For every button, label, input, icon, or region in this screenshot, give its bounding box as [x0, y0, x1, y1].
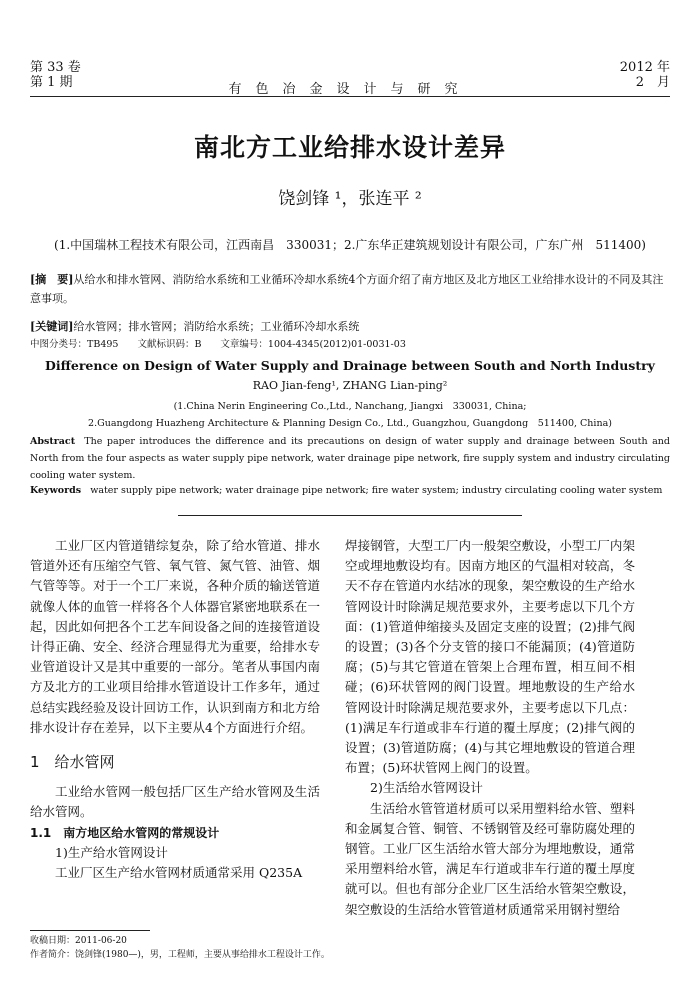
- body-left-column: [30, 536, 320, 883]
- issue: 第 1 期: [30, 75, 73, 90]
- keywords-cn-text: 给水管网；排水管网；消防给水系统；工业循环冷却水系统: [73, 320, 360, 333]
- header-rule: [30, 96, 670, 97]
- footnote-rule: [30, 930, 150, 931]
- paragraph: 工业给水管网一般包括厂区生产给水管网及生活给水管网。: [30, 784, 320, 820]
- body-right-column: [345, 536, 635, 920]
- abstract-cn-label: [摘 要]: [30, 273, 74, 286]
- paragraph: 1)生产给水管网设计: [55, 844, 168, 860]
- volume: 第 33 卷: [30, 60, 81, 75]
- english-abstract: [30, 433, 670, 484]
- english-keywords-label: Keywords: [30, 485, 82, 496]
- paragraph: 焊接钢管，大型工厂内一般架空敷设，小型工厂内架空或埋地敷设均有。因南方地区的气温相对较高，冬天不存在管道内水结冰的现象，架空敷设的生产给水管网设计时除满足规范要求外，主要考虑以下几个方面：(1)管道伸缩接头及固定支座的设置；(2)排气阀的设置；(3)各个分支管的接口不能漏顶；(4)管道防腐；(5)与其它管道在管架上合理布置，相互间不相碰；(6)环状管网的阀门设置。埋地敷设的生产给水管网设计时除满足规范要求外，主要考虑以下几点：(1)满足车行道或非车行道的覆土厚度；(2)排气阀的设置；(3)管道防腐；(4)与其它埋地敷设的管道合理布置；(5)环状管网上阀门的设置。: [345, 538, 635, 776]
- english-abstract-label: Abstract: [30, 436, 76, 447]
- subsection-heading: 1.1 南方地区给水管网的常规设计: [30, 825, 220, 840]
- affiliation: (1.中国瑞林工程技术有限公司，江西南昌 330031；2.广东华正建筑规划设计有限公司，广东广州 511400): [54, 238, 646, 252]
- author-bio: 作者简介：饶剑锋(1980—)，男，工程师，主要从事给排水工程设计工作。: [30, 950, 330, 960]
- section-heading: 1 给水管网: [30, 753, 115, 772]
- english-authors: RAO Jian-feng¹, ZHANG Lian-ping²: [252, 379, 448, 392]
- english-keywords: [30, 485, 670, 496]
- authors: 饶剑锋 ¹，张连平 ²: [278, 189, 422, 209]
- received-date: 收稿日期：2011-06-20: [30, 936, 127, 946]
- classification-codes: 中图分类号：TB495 文献标识码：B 文章编号：1004-4345(2012)01-0031-03: [30, 339, 406, 350]
- abstract-cn-text: 从给水和排水管网、消防给水系统和工业循环冷却水系统4个方面介绍了南方地区及北方地区工业给排水设计的不同及其注意事项。: [30, 273, 664, 305]
- english-affiliation-1: (1.China Nerin Engineering Co.,Ltd., Nanchang, Jiangxi 330031, China;: [173, 401, 527, 412]
- paragraph: 2)生活给水管网设计: [370, 780, 483, 796]
- english-affiliation-2: 2.Guangdong Huazheng Architecture & Planning Design Co., Ltd., Guangzhou, Guangdong 511400, China): [88, 418, 612, 429]
- journal-name: 有色冶金设计与研究: [228, 82, 472, 97]
- footnote: [30, 934, 330, 962]
- section-rule: [178, 515, 522, 516]
- english-keywords-text: water supply pipe network; water drainage pipe network; fire water system; industry circulating cooling water system: [90, 485, 663, 496]
- english-abstract-text: The paper introduces the difference and its precautions on design of water supply and drainage between South and North from the four aspects as water supply pipe network, water drainage pipe network, fire supply system and industry circulating cooling water system.: [30, 436, 670, 481]
- paragraph: 工业厂区内管道错综复杂，除了给水管道、排水管道外还有压缩空气管、氧气管、氮气管、油管、烟气管等等。对于一个工厂来说，各种介质的输送管道就像人体的血管一样将各个人体器官紧密地联系在一起，因此如何把各个工艺车间设备之间的连接管道设计得正确、安全、经济合理显得尤为重要，给排水专业管道设计又是其中重要的一部分。笔者从事国内南方及北方的工业项目给排水管道设计工作多年，通过总结实践经验及设计回访工作，认识到南方和北方给排水设计存在差异，以下主要从4个方面进行介绍。: [30, 538, 320, 735]
- english-title: Difference on Design of Water Supply and Drainage between South and North Industry: [45, 358, 655, 373]
- month: 2 月: [635, 75, 670, 90]
- paragraph: 工业厂区生产给水管网材质通常采用 Q235A: [55, 865, 303, 881]
- paper-title: 南北方工业给排水设计差异: [193, 133, 506, 162]
- abstract-cn: [30, 270, 670, 308]
- year: 2012 年: [619, 60, 670, 75]
- paragraph: 生活给水管管道材质可以采用塑料给水管、塑料和金属复合管、铜管、不锈钢管及经可靠防腐处理的钢管。工业厂区生活给水管大部分为埋地敷设，通常采用塑料给水管，满足车行道或非车行道的覆土厚度就可以。但也有部分企业厂区生活给水管架空敷设，架空敷设的生活给水管管道材质通常采用钢衬塑给: [345, 800, 635, 917]
- keywords-cn-label: [关键词]: [30, 320, 74, 333]
- journal-date: [620, 60, 670, 90]
- keywords-cn: [30, 318, 670, 334]
